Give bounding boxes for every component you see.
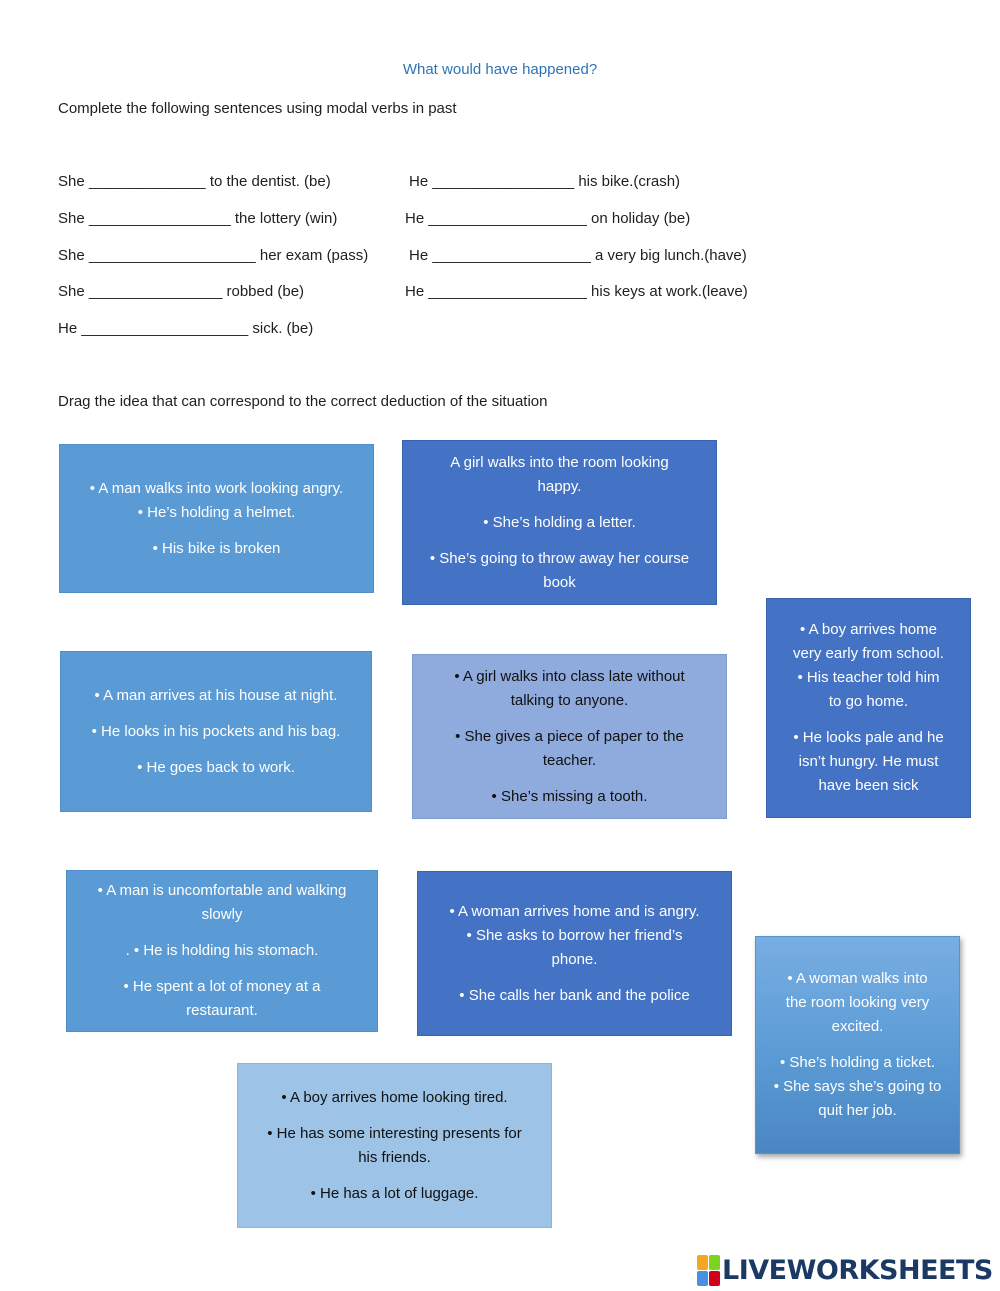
card-line: very early from school. xyxy=(793,645,944,662)
card-line: • He has some interesting presents for xyxy=(267,1124,522,1142)
card-line: • A man arrives at his house at night. xyxy=(94,686,338,704)
card-line: • He goes back to work. xyxy=(137,758,295,776)
card-line: • A girl walks into class late without xyxy=(454,667,685,685)
card-line: phone. xyxy=(551,950,598,968)
card-line: • She asks to borrow her friend’s xyxy=(466,926,683,944)
card-line: • He looks pale and he xyxy=(793,729,944,746)
card-line: his friends. xyxy=(358,1148,431,1166)
logo-text: LIVEWORKSHEETS xyxy=(722,1254,993,1286)
logo-tile-4 xyxy=(709,1271,720,1286)
card-tooth[interactable] xyxy=(412,654,727,819)
card-line: • She calls her bank and the police xyxy=(459,986,690,1004)
card-keys[interactable] xyxy=(60,651,372,812)
card-line: • A man is uncomfortable and walking xyxy=(97,882,347,899)
card-lunch[interactable] xyxy=(66,870,378,1032)
card-line: • A man walks into work looking angry. xyxy=(89,479,344,497)
card-holiday[interactable] xyxy=(237,1063,552,1228)
sentence-exam: She ____________________ her exam (pass) xyxy=(58,247,369,264)
card-line: • His teacher told him xyxy=(797,669,940,686)
sentence-sick: He ____________________ sick. (be) xyxy=(58,320,314,337)
card-helmet[interactable] xyxy=(59,444,374,593)
card-letter[interactable] xyxy=(402,440,717,605)
logo-tile-1 xyxy=(697,1255,708,1270)
liveworksheets-logo xyxy=(697,1254,993,1286)
card-line: • He has a lot of luggage. xyxy=(310,1184,479,1202)
logo-tile-3 xyxy=(697,1271,708,1286)
instruction-drag: Drag the idea that can correspond to the correct deduction of the situation xyxy=(58,393,548,410)
sentence-dentist: She ______________ to the dentist. (be) xyxy=(58,173,331,190)
card-lottery[interactable] xyxy=(755,936,960,1154)
card-line: to go home. xyxy=(828,693,909,710)
card-line: • A woman arrives home and is angry. xyxy=(449,902,700,920)
card-line: quit her job. xyxy=(818,1102,897,1119)
sentence-lunch: He ___________________ a very big lunch.(have) xyxy=(409,247,747,264)
card-line: • She’s holding a letter. xyxy=(483,513,636,531)
card-line: restaurant. xyxy=(186,1002,258,1019)
card-line: • She gives a piece of paper to the xyxy=(455,727,684,745)
card-line: have been sick xyxy=(818,777,919,794)
card-line: slowly xyxy=(201,906,243,923)
card-line: • A boy arrives home xyxy=(800,621,937,638)
card-line: • He looks in his pockets and his bag. xyxy=(91,722,341,740)
card-robbed[interactable] xyxy=(417,871,732,1036)
card-line: excited. xyxy=(831,1018,884,1035)
card-line: teacher. xyxy=(542,751,597,769)
card-line: talking to anyone. xyxy=(510,691,629,709)
card-line: • He spent a lot of money at a xyxy=(123,978,321,995)
card-line: • He’s holding a helmet. xyxy=(137,503,296,521)
liveworksheets-logo-icon xyxy=(697,1255,720,1286)
logo-tile-2 xyxy=(709,1255,720,1270)
card-line: • A woman walks into xyxy=(787,970,928,987)
sentence-keys: He ___________________ his keys at work.(leave) xyxy=(405,283,748,300)
sentence-holiday: He ___________________ on holiday (be) xyxy=(405,210,691,227)
card-line: • A boy arrives home looking tired. xyxy=(281,1088,508,1106)
sentence-bike: He _________________ his bike.(crash) xyxy=(409,173,681,190)
card-line: • She’s going to throw away her course xyxy=(429,549,690,567)
card-line: • She’s holding a ticket. xyxy=(779,1054,936,1071)
card-sick[interactable] xyxy=(766,598,971,818)
card-line: happy. xyxy=(537,477,582,495)
instruction-modal-verbs: Complete the following sentences using modal verbs in past xyxy=(58,100,457,117)
card-line: isn’t hungry. He must xyxy=(798,753,939,770)
card-line: • She’s missing a tooth. xyxy=(491,787,648,805)
card-line: A girl walks into the room looking xyxy=(450,453,669,471)
card-line: book xyxy=(543,573,576,591)
sentence-lottery: She _________________ the lottery (win) xyxy=(58,210,338,227)
sentence-robbed: She ________________ robbed (be) xyxy=(58,283,305,300)
card-line: • His bike is broken xyxy=(152,539,281,557)
card-line: the room looking very xyxy=(785,994,930,1011)
card-line: • She says she’s going to xyxy=(773,1078,942,1095)
card-line: . • He is holding his stomach. xyxy=(125,942,319,959)
worksheet-title: What would have happened? xyxy=(402,61,598,78)
